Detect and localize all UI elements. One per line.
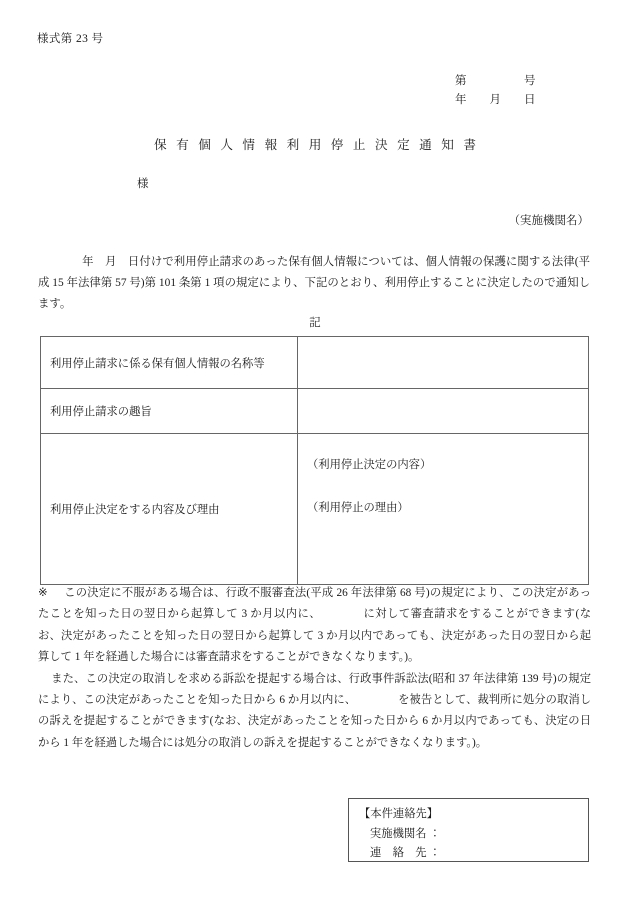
contact-box-heading: 【本件連絡先】	[359, 808, 439, 820]
table-row	[41, 434, 589, 585]
notice-paragraph-1-part-1: この決定に不服がある場合は、行政不服審査法(平成 26 年法律第 68 号)の規定により、この決定があったことを知った日の翌日から起算して 3 か月以内に、	[38, 587, 591, 621]
table-row	[41, 337, 589, 389]
decision-reason-placeholder: （利用停止の理由）	[307, 502, 409, 514]
row-label-information-name: 利用停止請求に係る保有個人情報の名称等	[41, 337, 298, 389]
document-number-line: 第 号	[455, 75, 536, 87]
row-label-decision-content-reason: 利用停止決定をする内容及び理由	[41, 434, 298, 585]
issuing-agency-field: （実施機関名）	[508, 215, 589, 227]
asterisk-mark-icon: ※	[38, 587, 48, 599]
table-row	[41, 389, 589, 434]
notice-paragraph-2-part-2: を被告として、裁判所に処分の取消しの訴えを提起することができます(なお、決定があったことを知った日から 6 か月以内であっても、決定の日から 1 年を経過した場合には処分の取消しの訴えを提起することができなくなります。)。	[38, 694, 591, 749]
contact-detail-label[interactable]: 連 絡 先 ：	[370, 847, 441, 859]
row-value-request-purpose[interactable]	[298, 389, 589, 434]
document-date-line: 年 月 日	[455, 94, 536, 106]
decision-table	[40, 336, 589, 585]
row-label-request-purpose: 利用停止請求の趣旨	[41, 389, 298, 434]
notice-paragraph-1-part-2: に対して審査請求をすることができます(なお、決定があったことを知った日の翌日から起算して 3 か月以内であっても、決定があった日の翌日から起算して 1 年を経過した場合には審査請求をすることができなくなります。)。	[38, 608, 591, 664]
form-number: 様式第 23 号	[37, 33, 104, 45]
notice-block	[38, 583, 591, 754]
contact-box	[348, 798, 589, 862]
document-meta	[455, 72, 536, 110]
row-value-decision-content-reason[interactable]	[298, 434, 589, 585]
addressee-field: 様	[137, 178, 149, 190]
notice-paragraph-1	[38, 583, 591, 669]
body-text: 年 月 日付けで利用停止請求のあった保有個人情報については、個人情報の保護に関する法律(平成 15 年法律第 57 号)第 101 条第 1 項の規定により、下記のとおり、利用停止することに決定したので通知します。	[38, 256, 590, 310]
row-value-information-name[interactable]	[298, 337, 589, 389]
page-title: 保有個人情報利用停止決定通知書	[154, 138, 486, 152]
decision-content-placeholder: （利用停止決定の内容）	[307, 459, 432, 471]
notice-paragraph-2-part-1: また、この決定の取消しを求める訴訟を提起する場合は、行政事件訴訟法(昭和 37 年法律第 139 号)の規定により、この決定があったことを知った日から 6 か月以内に、	[38, 672, 591, 707]
contact-agency-label[interactable]: 実施機関名 ：	[370, 827, 441, 840]
notice-paragraph-2	[38, 669, 591, 755]
ki-marker: 記	[309, 317, 321, 329]
body-paragraph	[38, 252, 590, 315]
